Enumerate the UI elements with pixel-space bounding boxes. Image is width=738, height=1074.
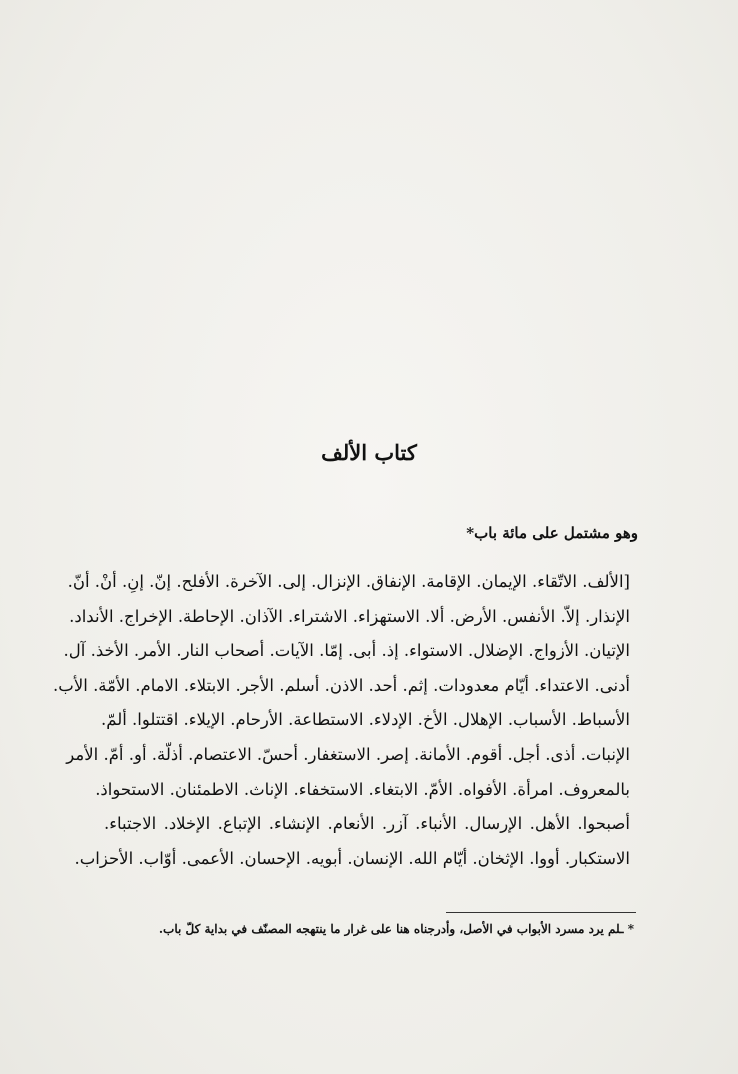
text-line: بالمعروف. امرأة. الأفواه. الأمّ. الابتغاء. الاستخفاء. الإناث. الاطمئنان. الاستحواذ. <box>95 779 630 799</box>
text-line: الأسباط. الأسباب. الإهلال. الأخ. الإدلاء. الاستطاعة. الأرحام. الإيلاء. اقتتلوا. ألمّ. <box>100 710 630 730</box>
chapter-title: كتاب الألف <box>321 440 417 465</box>
chapter-index-text <box>53 565 630 876</box>
text-line: الإتيان. الأزواج. الإضلال. الاستواء. إذ. أبى. إمّا. الآيات. أصحاب النار. الأمر. الأخذ. آل. <box>63 641 630 661</box>
chapter-subtitle: وهو مشتمل على مائة باب* <box>466 524 638 542</box>
footnote-divider <box>446 912 636 913</box>
text-line: [الألف. الاتّقاء. الإيمان. الإقامة. الإنفاق. الإنزال. إلى. الآخرة. الأفلح. إنّ. إنِ. أنْ. أنّ. <box>67 572 630 591</box>
text-line: الاستكبار. أووا. الإثخان. أيّام الله. الإنسان. أبويه. الإحسان. الأعمى. أوّاب. الأحزاب. <box>74 848 630 868</box>
footnote: * ـلم يرد مسرد الأبواب في الأصل، وأدرجناه هنا على غرار ما ينتهجه المصنّف في بداية كلّ باب. <box>158 922 634 936</box>
text-line: أصبحوا. الأهل. الإرسال. الأنباء. آزر. الأنعام. الإنشاء. الإتباع. الإخلاد. الاجتباء. <box>104 814 630 834</box>
text-line: الإنذار. إلاّ. الأنفس. الأرض. ألا. الاستهزاء. الاشتراء. الآذان. الإحاطة. الإخراج. الأنداد. <box>69 606 630 626</box>
text-line: الإنبات. أذى. أجل. أقوم. الأمانة. إصر. الاستغفار. أحسّ. الاعتصام. أذلّة. أو. أمّ. الأمر <box>66 744 630 764</box>
text-line: أدنى. الاعتداء. أيّام معدودات. إثم. أحد. الاذن. أسلم. الأجر. الابتلاء. الامام. الأمّة. الأب. <box>53 675 630 695</box>
